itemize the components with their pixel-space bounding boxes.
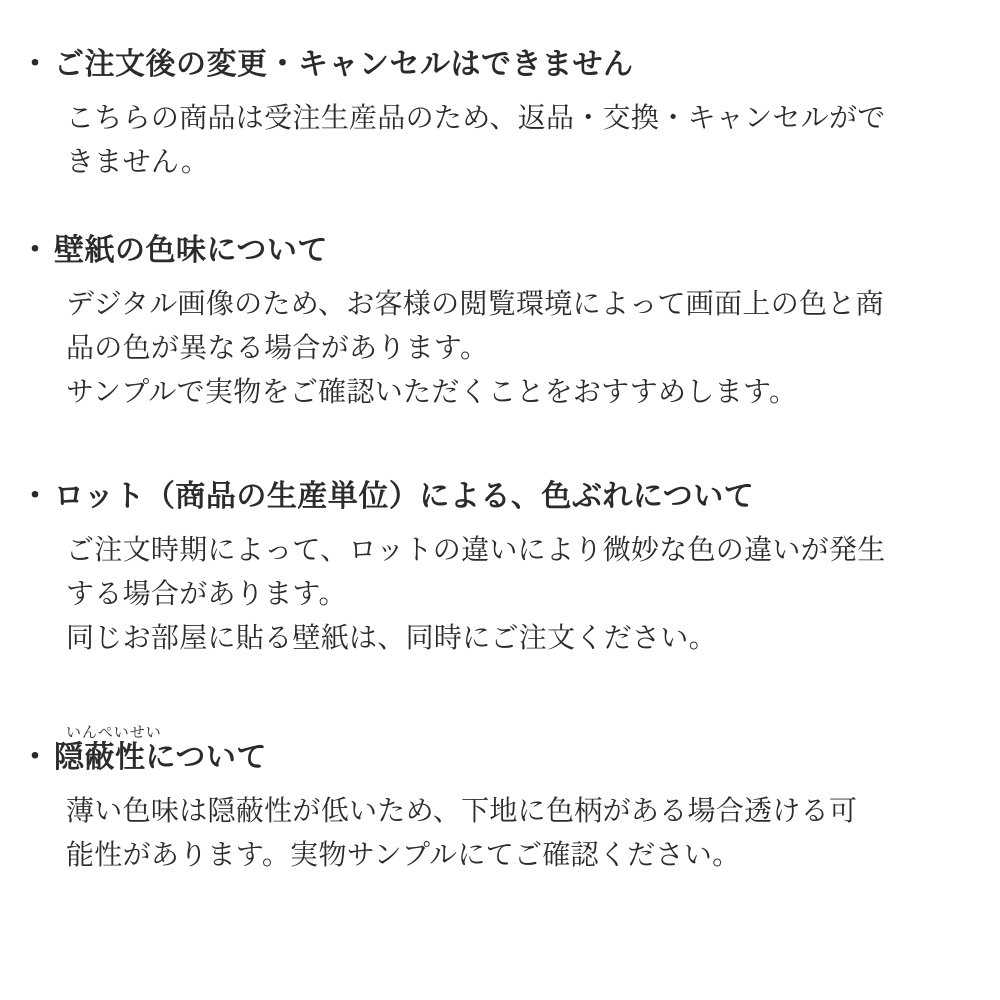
notice-section-color-tone <box>20 230 974 414</box>
notice-section-opacity <box>20 722 974 877</box>
body-line: 能性があります。実物サンプルにてご確認ください。 <box>66 838 741 871</box>
notice-section-order-change <box>20 44 974 184</box>
section-heading-row <box>20 476 974 518</box>
body-line: する場合があります。 <box>66 577 347 610</box>
bullet-icon: ・ <box>20 740 50 775</box>
section-heading: ご注文後の変更・キャンセルはできません <box>54 47 634 82</box>
section-heading: ロット（商品の生産単位）による、色ぶれについて <box>54 479 755 514</box>
section-heading-row <box>20 230 974 272</box>
body-line: こちらの商品は受注生産品のため、返品・交換・キャンセルがで <box>66 101 886 134</box>
bullet-icon: ・ <box>20 479 50 514</box>
section-heading: 隠蔽性について <box>54 740 267 775</box>
body-line: 薄い色味は隠蔽性が低いため、下地に色柄がある場合透ける可 <box>66 794 858 827</box>
body-line: ご注文時期によって、ロットの違いにより微妙な色の違いが発生 <box>66 533 886 566</box>
section-heading-row <box>20 737 974 779</box>
section-heading: 壁紙の色味について <box>54 233 328 268</box>
notice-section-lot-variation <box>20 476 974 660</box>
section-heading-row <box>20 44 974 86</box>
body-line: 同じお部屋に貼る壁紙は、同時にご注文ください。 <box>66 621 717 654</box>
ruby-text: いんぺいせい <box>66 723 162 741</box>
body-line: 品の色が異なる場合があります。 <box>66 331 489 364</box>
body-line: サンプルで実物をご確認いただくことをおすすめします。 <box>66 375 798 408</box>
section-body <box>66 96 974 184</box>
bullet-icon: ・ <box>20 233 50 268</box>
body-line: デジタル画像のため、お客様の閲覧環境によって画面上の色と商 <box>66 287 884 320</box>
section-body <box>66 282 974 414</box>
bullet-icon: ・ <box>20 47 50 82</box>
section-body <box>66 789 974 877</box>
section-body <box>66 528 974 660</box>
body-line: きません。 <box>66 145 210 178</box>
